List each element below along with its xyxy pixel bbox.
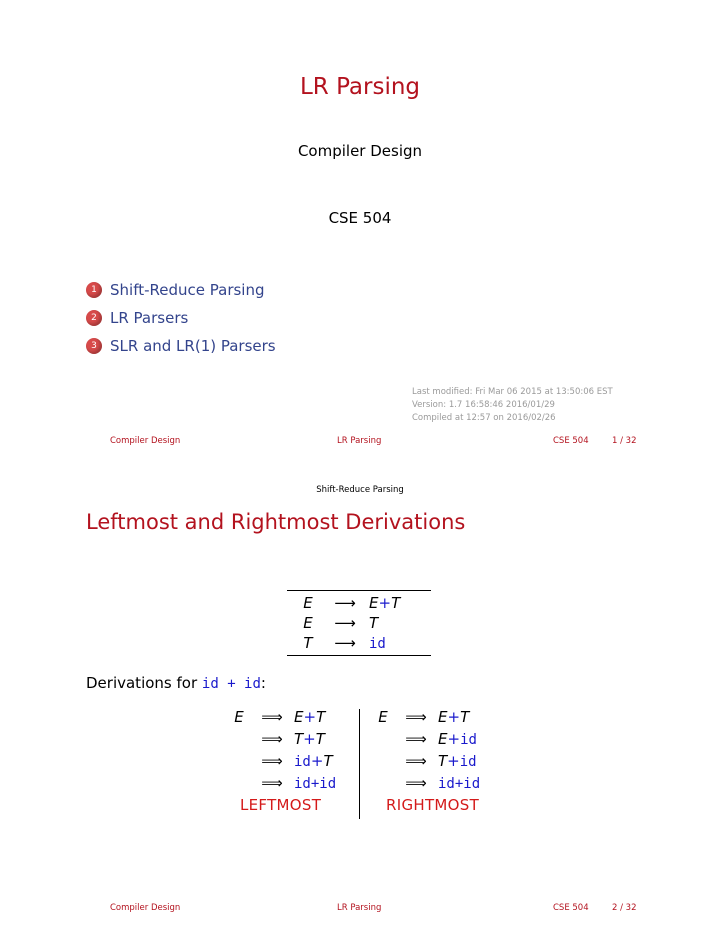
compiled-at: Compiled at 12:57 on 2016/02/26 bbox=[412, 413, 556, 423]
production-arrow: ⟶ bbox=[334, 634, 356, 652]
form-symbol: id bbox=[460, 732, 477, 748]
rule-lhs: E bbox=[303, 614, 313, 632]
version-info bbox=[412, 386, 613, 425]
version: Version: 1.7 16:58:46 2016/01/29 bbox=[412, 400, 555, 410]
form-symbol: id bbox=[463, 776, 481, 792]
derivation-step bbox=[224, 706, 336, 728]
rightmost-caption: RIGHTMOST bbox=[386, 796, 480, 814]
leftmost-derivation bbox=[224, 706, 336, 794]
rhs-symbol: E bbox=[369, 594, 379, 612]
form-operator: + bbox=[310, 752, 324, 770]
rhs-symbol: T bbox=[369, 614, 379, 632]
grammar-rule bbox=[287, 633, 431, 653]
derivation-step bbox=[224, 750, 336, 772]
derives-arrow: ⟹ bbox=[261, 752, 283, 770]
derivation-step bbox=[368, 728, 480, 750]
sentential-form bbox=[434, 708, 469, 726]
form-operator: + bbox=[303, 730, 316, 748]
form-symbol: E bbox=[438, 708, 448, 726]
rule-rhs bbox=[361, 614, 431, 632]
sentential-form bbox=[290, 774, 336, 792]
toc-item[interactable] bbox=[86, 276, 276, 304]
form-symbol: id bbox=[294, 754, 311, 770]
sentential-form bbox=[290, 708, 325, 726]
form-operator: + bbox=[447, 730, 461, 748]
rhs-operator: + bbox=[378, 594, 392, 612]
sentential-form bbox=[434, 752, 477, 770]
footer-title: LR Parsing bbox=[337, 903, 382, 913]
form-operator: + bbox=[454, 776, 464, 792]
rule-lhs: E bbox=[303, 594, 313, 612]
rule-lhs: T bbox=[303, 634, 313, 652]
start-symbol: E bbox=[378, 708, 388, 726]
section-header: Shift-Reduce Parsing bbox=[316, 485, 404, 495]
label-prefix: Derivations for bbox=[86, 674, 202, 692]
form-symbol: T bbox=[460, 708, 470, 726]
label-code: id + id bbox=[201, 676, 261, 692]
page-number: 2 / 32 bbox=[612, 903, 637, 913]
rightmost-derivation bbox=[368, 706, 480, 794]
slide-title: Leftmost and Rightmost Derivations bbox=[86, 510, 466, 534]
sentential-form bbox=[434, 730, 477, 748]
form-symbol: id bbox=[438, 776, 455, 792]
sentential-form bbox=[290, 752, 333, 770]
derivation-step bbox=[368, 750, 480, 772]
form-symbol: E bbox=[438, 730, 448, 748]
form-operator: + bbox=[447, 752, 460, 770]
page-number: 1 / 32 bbox=[612, 436, 637, 446]
grammar-table bbox=[287, 590, 431, 656]
derives-arrow: ⟹ bbox=[405, 708, 427, 726]
toc-item[interactable] bbox=[86, 332, 276, 360]
derivation-step bbox=[224, 728, 336, 750]
derivation-step bbox=[224, 772, 336, 794]
derives-arrow: ⟹ bbox=[405, 774, 427, 792]
derives-arrow: ⟹ bbox=[261, 774, 283, 792]
form-operator: + bbox=[310, 776, 320, 792]
content-slide bbox=[0, 466, 720, 932]
production-arrow: ⟶ bbox=[334, 614, 356, 632]
production-arrow: ⟶ bbox=[334, 594, 356, 612]
toc-link[interactable]: Shift-Reduce Parsing bbox=[110, 281, 265, 299]
rule-rhs bbox=[361, 634, 431, 652]
toc-number-badge: 1 bbox=[86, 282, 102, 298]
rule-rhs bbox=[361, 594, 431, 612]
derivations-label bbox=[86, 674, 266, 692]
derives-arrow: ⟹ bbox=[405, 752, 427, 770]
form-symbol: T bbox=[294, 730, 304, 748]
toc-link[interactable]: SLR and LR(1) Parsers bbox=[110, 337, 276, 355]
derives-arrow: ⟹ bbox=[261, 730, 283, 748]
form-symbol: T bbox=[323, 752, 333, 770]
form-symbol: T bbox=[316, 708, 326, 726]
derives-arrow: ⟹ bbox=[405, 730, 427, 748]
footer-course: CSE 504 bbox=[553, 903, 589, 913]
derivation-step bbox=[368, 772, 480, 794]
footer-subtitle: Compiler Design bbox=[110, 903, 181, 913]
subtitle: Compiler Design bbox=[297, 142, 423, 160]
form-symbol: id bbox=[294, 776, 311, 792]
grammar-rule bbox=[287, 593, 431, 613]
table-of-contents bbox=[86, 276, 276, 360]
course-name: CSE 504 bbox=[328, 209, 392, 227]
sentential-form bbox=[434, 774, 480, 792]
form-symbol: E bbox=[294, 708, 304, 726]
toc-link[interactable]: LR Parsers bbox=[110, 309, 189, 327]
toc-number-badge: 2 bbox=[86, 310, 102, 326]
footer-subtitle: Compiler Design bbox=[110, 436, 181, 446]
form-symbol: id bbox=[459, 754, 477, 770]
toc-item[interactable] bbox=[86, 304, 276, 332]
last-modified: Last modified: Fri Mar 06 2015 at 13:50:06 EST bbox=[412, 387, 613, 397]
derivation-step bbox=[368, 706, 480, 728]
rhs-symbol: T bbox=[391, 594, 401, 612]
form-operator: + bbox=[447, 708, 461, 726]
form-operator: + bbox=[303, 708, 317, 726]
footer-title: LR Parsing bbox=[337, 436, 382, 446]
leftmost-caption: LEFTMOST bbox=[240, 796, 322, 814]
form-symbol: T bbox=[438, 752, 448, 770]
derives-arrow: ⟹ bbox=[261, 708, 283, 726]
presentation-title: LR Parsing bbox=[299, 74, 421, 100]
toc-number-badge: 3 bbox=[86, 338, 102, 354]
form-symbol: id bbox=[319, 776, 337, 792]
label-suffix: : bbox=[260, 674, 266, 692]
sentential-form bbox=[290, 730, 325, 748]
start-symbol: E bbox=[234, 708, 244, 726]
column-divider bbox=[359, 709, 360, 819]
footer-course: CSE 504 bbox=[553, 436, 589, 446]
grammar-rule bbox=[287, 613, 431, 633]
form-symbol: T bbox=[315, 730, 325, 748]
rhs-terminal: id bbox=[369, 636, 386, 652]
